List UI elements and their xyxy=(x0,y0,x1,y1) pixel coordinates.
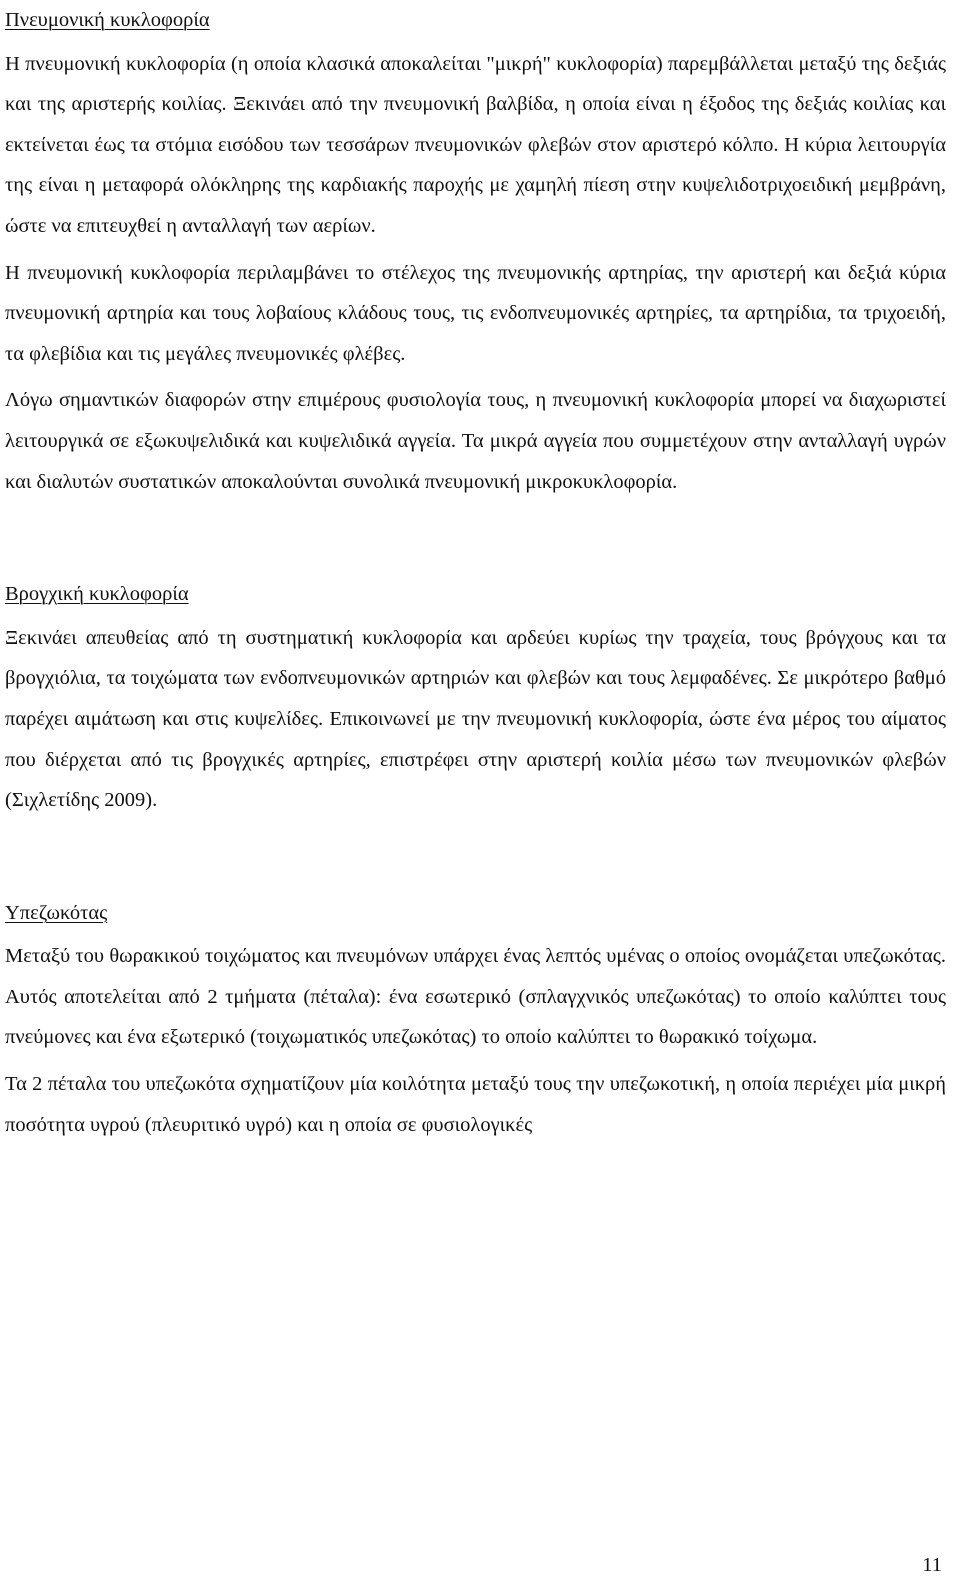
section-pulmonary-circulation xyxy=(5,0,946,502)
section-heading: Βρογχική κυκλοφορία xyxy=(5,583,189,606)
page-number: 11 xyxy=(922,1554,942,1576)
section-heading: Πνευμονική κυκλοφορία xyxy=(5,9,210,31)
paragraph: Η πνευμονική κυκλοφορία περιλαμβάνει το στέλεχος της πνευμονικής αρτηρίας, την αριστερή και δεξιά κύρια πνευμονική αρτηρία και τους λοβαίους κλάδους τους, τις ενδοπνευμονικές αρτηρίες, τα αρτηρίδια, τα τριχοειδή, τα φλεβίδια και τις μεγάλες πνευμονικές φλέβες. xyxy=(5,261,946,365)
paragraph: Τα 2 πέταλα του υπεζωκότα σχηματίζουν μία κοιλότητα μεταξύ τους την υπεζωκοτική, η οποία περιέχει μία μικρή ποσότητα υγρού (πλευριτικό υγρό) και η οποία σε φυσιολογικές xyxy=(5,1073,946,1136)
paragraph: Μεταξύ του θωρακικού τοιχώματος και πνευμόνων υπάρχει ένας λεπτός υμένας ο οποίος ονομάζεται υπεζωκότας. Αυτός αποτελείται από 2 τμήματα (πέταλα): ένα εσωτερικό (σπλαγχνικός υπεζωκότας) το οποίο καλύπτει τους πνεύμονες και ένα εξωτερικό (τοιχωματικός υπεζωκότας) το οποίο καλύπτει το θωρακικό τοίχωμα. xyxy=(5,945,946,1049)
paragraph: Ξεκινάει απευθείας από τη συστηματική κυκλοφορία και αρδεύει κυρίως την τραχεία, τους βρόγχους και τα βρογχιόλια, τα τοιχώματα των ενδοπνευμονικών αρτηριών και φλεβών και τους λεμφαδένες. Σε μικρότερο βαθμό παρέχει αιμάτωση και στις κυψελίδες. Επικοινωνεί με την πνευμονική κυκλοφορία, ώστε ένα μέρος του αίματος που διέρχεται από τις βρογχικές αρτηρίες, επιστρέφει στην αριστερή κοιλία μέσω των πνευμονικών φλεβών (Σιχλετίδης 2009). xyxy=(5,626,946,812)
section-pleura xyxy=(5,893,946,1146)
section-bronchial-circulation xyxy=(5,574,946,821)
paragraph: Λόγω σημαντικών διαφορών στην επιμέρους φυσιολογία τους, η πνευμονική κυκλοφορία μπορεί να διαχωριστεί λειτουργικά σε εξωκυψελιδικά και κυψελιδικά αγγεία. Τα μικρά αγγεία που συμμετέχουν στην ανταλλαγή υγρών και διαλυτών συστατικών αποκαλούνται συνολικά πνευμονική μικροκυκλοφορία. xyxy=(5,389,946,493)
paragraph: Η πνευμονική κυκλοφορία (η οποία κλασικά αποκαλείται "μικρή" κυκλοφορία) παρεμβάλλεται μεταξύ της δεξιάς και της αριστερής κοιλίας. Ξεκινάει από την πνευμονική βαλβίδα, η οποία είναι η έξοδος της δεξιάς κοιλίας και εκτείνεται έως τα στόμια εισόδου των τεσσάρων πνευμονικών φλεβών στον αριστερό κόλπο. Η κύρια λειτουργία της είναι η μεταφορά ολόκληρης της καρδιακής παροχής με χαμηλή πίεση στην κυψελιδοτριχοειδική μεμβράνη, ώστε να επιτευχθεί η ανταλλαγή των αερίων. xyxy=(5,52,946,237)
section-heading: Υπεζωκότας xyxy=(5,901,108,924)
